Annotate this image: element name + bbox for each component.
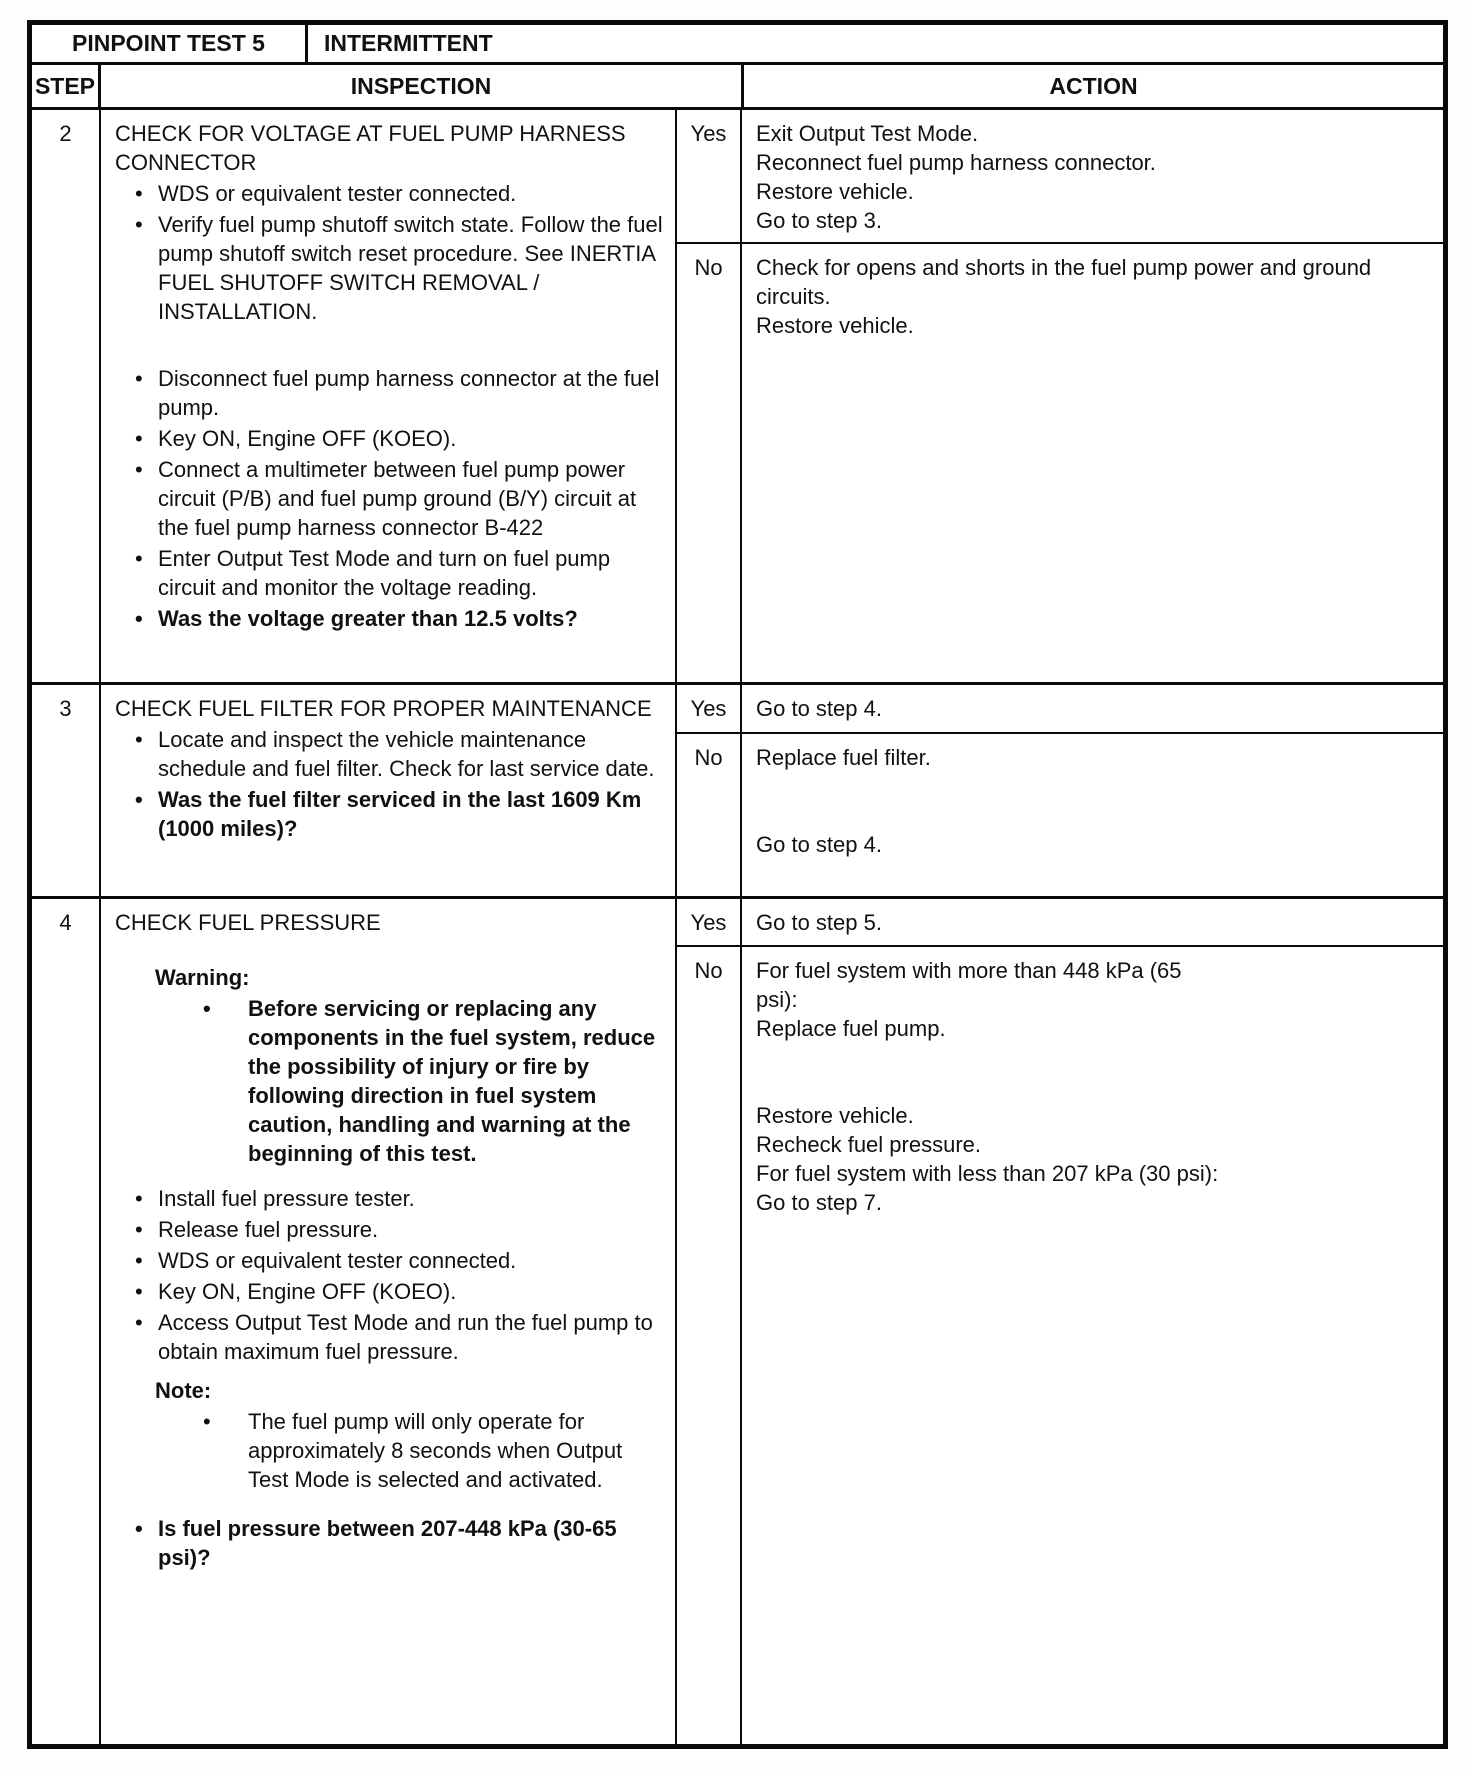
column-header-row xyxy=(32,65,1443,110)
pinpoint-test-label: PINPOINT TEST 5 xyxy=(32,25,308,62)
spacer xyxy=(115,1494,663,1512)
inspection-bullet: • Enter Output Test Mode and turn on fuel pump circuit and monitor the voltage reading. xyxy=(115,544,663,602)
no-subrow xyxy=(677,945,1443,1744)
inspection-bullet: • Release fuel pressure. xyxy=(115,1215,663,1244)
inspection-bullet: • Connect a multimeter between fuel pump power circuit (P/B) and fuel pump ground (B/Y) circuit at the fuel pump harness connector B-422 xyxy=(115,455,663,542)
spacer xyxy=(115,326,663,362)
action-line: For fuel system with less than 207 kPa (30 psi): xyxy=(756,1161,1219,1186)
inspection-bullet: • Disconnect fuel pump harness connector at the fuel pump. xyxy=(115,364,663,422)
inspection-question: • Was the fuel filter serviced in the last 1609 Km (1000 miles)? xyxy=(115,785,663,843)
inspection-bullet: • Install fuel pressure tester. xyxy=(115,1184,663,1213)
no-action-cell xyxy=(742,734,1443,896)
action-line: Replace fuel filter. xyxy=(756,745,931,770)
no-label: No xyxy=(677,244,742,682)
action-line xyxy=(756,772,1429,801)
inspection-cell xyxy=(101,685,677,896)
warning-label: Warning: xyxy=(155,965,250,990)
spacer xyxy=(115,1168,663,1182)
results-cell xyxy=(677,110,1443,682)
yes-label: Yes xyxy=(677,899,742,945)
yes-action-cell xyxy=(742,110,1443,242)
action-line: Restore vehicle. xyxy=(756,1103,914,1128)
note-bullet: • The fuel pump will only operate for approximately 8 seconds when Output Test Mode is selected and activated. xyxy=(115,1407,663,1494)
yes-subrow xyxy=(677,899,1443,945)
spacer xyxy=(115,939,663,961)
test-name-label: INTERMITTENT xyxy=(324,30,493,56)
action-line xyxy=(756,1043,1429,1072)
action-line: Restore vehicle. xyxy=(756,179,914,204)
inspection-question: • Was the voltage greater than 12.5 volts? xyxy=(115,604,663,633)
results-cell xyxy=(677,899,1443,1744)
action-line: psi): xyxy=(756,987,798,1012)
no-subrow xyxy=(677,242,1443,682)
no-label: No xyxy=(677,734,742,896)
no-label: No xyxy=(677,947,742,1744)
step-row xyxy=(32,110,1443,685)
yes-subrow xyxy=(677,110,1443,242)
inspection-title: CHECK FUEL FILTER FOR PROPER MAINTENANCE xyxy=(115,696,652,721)
inspection-bullet: • Access Output Test Mode and run the fuel pump to obtain maximum fuel pressure. xyxy=(115,1308,663,1366)
inspection-bullet: • Locate and inspect the vehicle maintenance schedule and fuel filter. Check for last service date. xyxy=(115,725,663,783)
inspection-bullet: • Key ON, Engine OFF (KOEO). xyxy=(115,424,663,453)
action-line xyxy=(756,1072,1429,1101)
inspection-question: • Is fuel pressure between 207-448 kPa (30-65 psi)? xyxy=(115,1514,663,1572)
no-subrow xyxy=(677,732,1443,896)
action-line: Go to step 3. xyxy=(756,208,882,233)
action-line: Reconnect fuel pump harness connector. xyxy=(756,150,1156,175)
inspection-bullet: • Verify fuel pump shutoff switch state. Follow the fuel pump shutoff switch reset procedure. See INERTIA FUEL SHUTOFF SWITCH REMOVAL / INSTALLATION. xyxy=(115,210,663,326)
inspection-title: CHECK FOR VOLTAGE AT FUEL PUMP HARNESS CONNECTOR xyxy=(115,121,626,175)
action-line: Go to step 4. xyxy=(756,696,882,721)
action-line: Go to step 4. xyxy=(756,832,882,857)
action-line: Go to step 7. xyxy=(756,1190,882,1215)
table-title-row xyxy=(32,25,1443,65)
action-line: Replace fuel pump. xyxy=(756,1016,946,1041)
inspection-title: CHECK FUEL PRESSURE xyxy=(115,910,381,935)
action-line xyxy=(756,801,1429,830)
pinpoint-test-table xyxy=(27,20,1448,1749)
inspection-bullet: • WDS or equivalent tester connected. xyxy=(115,1246,663,1275)
step-number: 3 xyxy=(32,685,101,896)
action-line: Recheck fuel pressure. xyxy=(756,1132,981,1157)
action-line: Go to step 5. xyxy=(756,910,882,935)
no-action-cell xyxy=(742,244,1443,682)
yes-label: Yes xyxy=(677,110,742,242)
no-action-cell xyxy=(742,947,1443,1744)
inspection-bullet: • Key ON, Engine OFF (KOEO). xyxy=(115,1277,663,1306)
step-row xyxy=(32,685,1443,899)
results-cell xyxy=(677,685,1443,896)
warning-bullet: • Before servicing or replacing any components in the fuel system, reduce the possibility of injury or fire by following direction in fuel system caution, handling and warning at the beginning of this test. xyxy=(115,994,663,1168)
step-row xyxy=(32,899,1443,1744)
action-line: For fuel system with more than 448 kPa (65 xyxy=(756,958,1182,983)
step-number: 2 xyxy=(32,110,101,682)
action-line: Exit Output Test Mode. xyxy=(756,121,979,146)
yes-action-cell xyxy=(742,685,1443,732)
yes-subrow xyxy=(677,685,1443,732)
yes-action-cell xyxy=(742,899,1443,945)
inspection-cell xyxy=(101,899,677,1744)
note-label: Note: xyxy=(155,1378,212,1403)
yes-label: Yes xyxy=(677,685,742,732)
step-number: 4 xyxy=(32,899,101,1744)
spacer xyxy=(115,1366,663,1374)
inspection-bullet: • WDS or equivalent tester connected. xyxy=(115,179,663,208)
step-column-header: STEP xyxy=(32,65,101,107)
inspection-cell xyxy=(101,110,677,682)
action-line: Check for opens and shorts in the fuel pump power and ground circuits. xyxy=(756,255,1372,309)
action-column-header: ACTION xyxy=(1049,72,1138,99)
inspection-column-header: INSPECTION xyxy=(101,65,744,107)
action-line: Restore vehicle. xyxy=(756,313,914,338)
